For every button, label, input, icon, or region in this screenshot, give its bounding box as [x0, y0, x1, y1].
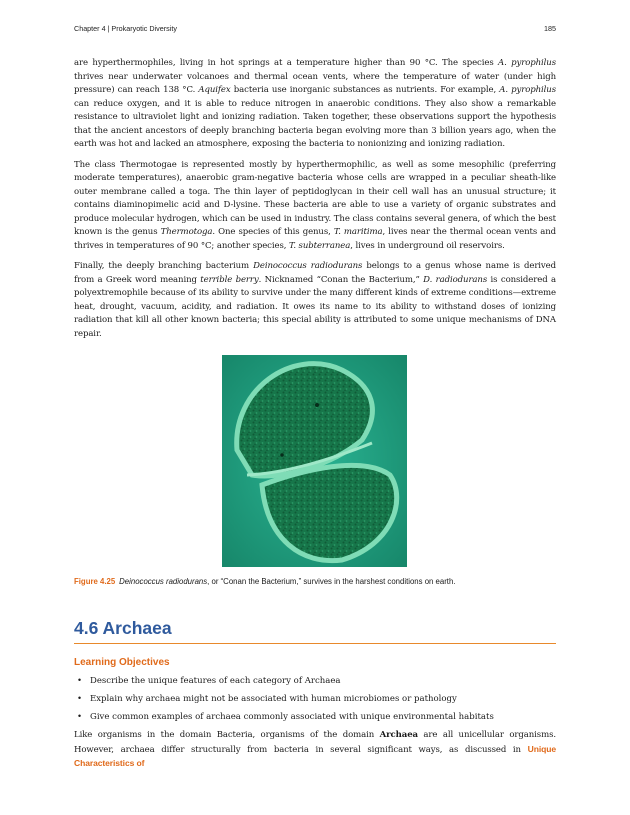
page-number: 185: [544, 24, 556, 33]
list-item: • Give common examples of archaea commonly associated with unique environmental habitats: [74, 708, 556, 726]
figure-4-25: [74, 355, 556, 569]
paragraph-thermotogae: The class Thermotogae is represented mostly by hyperthermophilic, as well as some mesophilic (preferring moderate temperatures), anaerobic gram-negative bacteria whose cells are wrapped in a peculiar sheath-like outer membrane called a toga. The thin layer of peptidoglycan in their cell wall has an unusual structure; it contains diaminopimelic acid and D-lysine. These bacteria are able to use a variety of organic substrates and produce molecular hydrogen, which can be used in industry. The class contains several genera, of which the best known is the genus Thermotoga. One species of this genus, T. maritima, lives near the thermal ocean vents and thrives in temperatures of 90 °C; another species, T. subterranea, lives in underground oil reservoirs.: [74, 159, 556, 251]
page-header: [74, 24, 556, 38]
figure-caption: Figure 4.25 Deinococcus radiodurans, or “Conan the Bacterium,” survives in the harshest conditions on earth.: [74, 577, 456, 586]
main-content: [74, 57, 556, 779]
micrograph-image: [222, 355, 407, 567]
figure-label: Figure 4.25: [74, 577, 116, 586]
paragraph-deinococcus: Finally, the deeply branching bacterium Deinococcus radiodurans belongs to a genus whose name is derived from a Greek word meaning terrible berry. Nicknamed “Conan the Bacterium,” D. radiodurans is considered a polyextremophile because of its ability to survive under the many different kinds of extreme conditions—extreme heat, drought, vacuum, acidity, and radiation. It owes its name to its ability to withstand doses of ionizing radiation that kill all other known bacteria; this special ability is attributed to some unique mechanisms of DNA repair.: [74, 261, 556, 339]
list-item: • Explain why archaea might not be associated with human microbiomes or pathology: [74, 690, 556, 708]
bullet-icon: •: [77, 694, 83, 704]
figure-species: Deinococcus radiodurans: [119, 577, 208, 586]
list-item: • Describe the unique features of each category of Archaea: [74, 672, 556, 690]
paragraph-archaea-intro: Like organisms in the domain Bacteria, organisms of the domain Archaea are all unicellular organisms. However, archaea differ structurally from bacteria in several significant ways, as discussed in Unique Characteristics of: [74, 730, 556, 768]
chapter-title: Chapter 4 | Prokaryotic Diversity: [74, 24, 177, 33]
learning-objectives-list: [74, 672, 556, 726]
learning-objectives-title: Learning Objectives: [74, 657, 170, 668]
section-title: 4.6 Archaea: [74, 618, 556, 644]
bullet-icon: •: [77, 712, 83, 722]
paragraph-hyperthermophiles: are hyperthermophiles, living in hot springs at a temperature higher than 90 °C. The species A. pyrophilus thrives near underwater volcanoes and thermal ocean vents, where the temperature of water (under high pressure) can reach 138 °C. Aquifex bacteria use inorganic substances as nutrients. For example, A. pyrophilus can reduce oxygen, and it is able to reduce nitrogen in anaerobic conditions. They also show a remarkable resistance to ultraviolet light and ionizing radiation. Taken together, these observations support the hypothesis that the ancient ancestors of deeply branching bacteria began evolving more than 3 billion years ago, when the earth was hot and lacked an atmosphere, exposing the bacteria to nonionizing and ionizing radiation.: [74, 58, 556, 149]
unique-characteristics-link[interactable]: Unique Characteristics of: [74, 743, 556, 768]
bullet-icon: •: [77, 676, 83, 686]
